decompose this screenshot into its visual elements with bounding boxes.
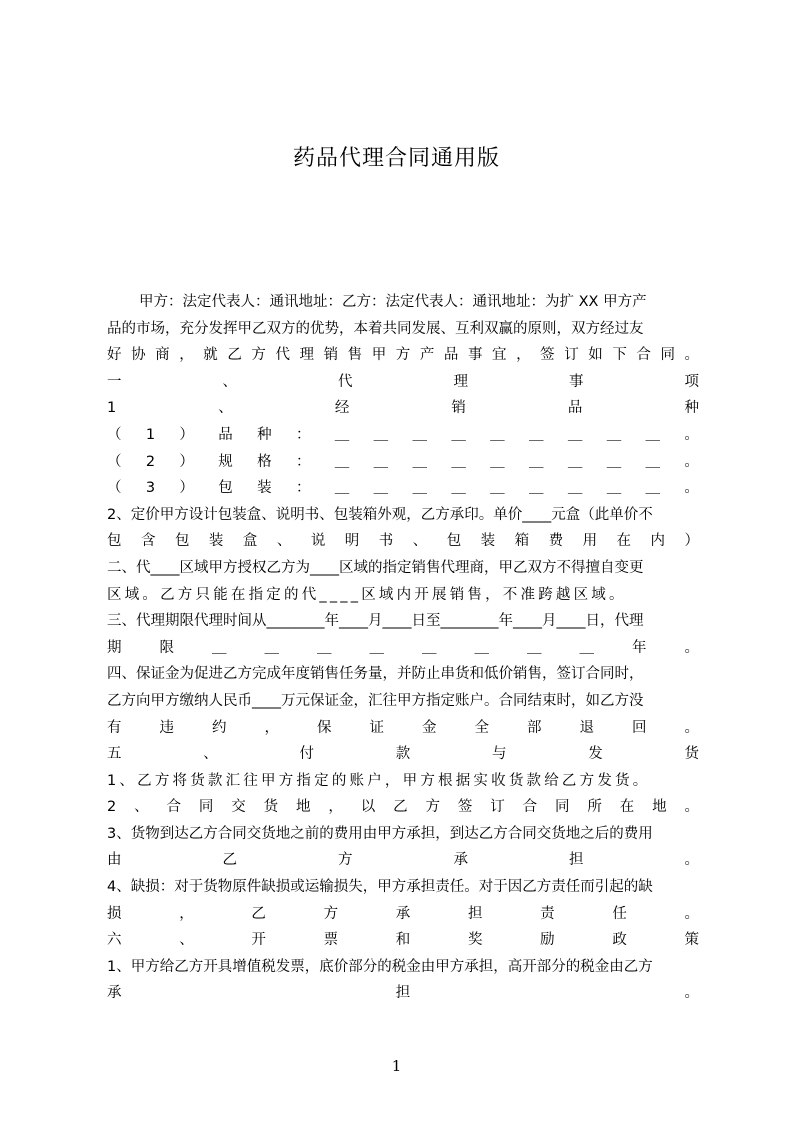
paragraph-line: 1、乙方将货款汇往甲方指定的账户，甲方根据实收货款给乙方发货。 bbox=[107, 772, 651, 789]
paragraph-line: （ 2 ） 规 格 ： ＿ ＿ ＿ ＿ ＿ ＿ ＿ ＿ ＿ 。 bbox=[107, 453, 699, 470]
paragraph-line: 由 乙 方 承 担 。 bbox=[107, 852, 699, 869]
paragraph-line: （ 1 ） 品 种 ： ＿ ＿ ＿ ＿ ＿ ＿ ＿ ＿ ＿ 。 bbox=[107, 426, 699, 443]
paragraph-line: 有 违 约 ， 保 证 金 全 部 退 回 。 bbox=[107, 719, 699, 736]
paragraph-line: 二、代____区域甲方授权乙方为____区域的指定销售代理商，甲乙双方不得擅自变更 bbox=[107, 559, 644, 576]
paragraph-line: 3、货物到达乙方合同交货地之前的费用由甲方承担，到达乙方合同交货地之后的费用 bbox=[107, 825, 653, 842]
document-title: 药品代理合同通用版 bbox=[292, 146, 500, 171]
paragraph-line: 承 担 。 bbox=[107, 985, 699, 1002]
paragraph-line: （ 3 ） 包 装 ： ＿ ＿ ＿ ＿ ＿ ＿ ＿ ＿ ＿ 。 bbox=[107, 480, 699, 497]
paragraph-line: 六 、 开 票 和 奖 励 政 策 bbox=[107, 932, 699, 949]
paragraph-line: 四、保证金为促进乙方完成年度销售任务量，并防止串货和低价销售，签订合同时， bbox=[107, 666, 644, 683]
paragraph-line: 乙方向甲方缴纳人民币____万元保证金，汇往甲方指定账户。合同结束时，如乙方没 bbox=[107, 692, 644, 709]
paragraph-line: 三、代理期限代理时间从________年____月____日至________年____月____日，代理 bbox=[107, 613, 644, 630]
paragraph-line: 五 、 付 款 与 发 货 bbox=[107, 746, 699, 763]
page-number: 1 bbox=[391, 1057, 402, 1075]
paragraph-line: 期 限 ＿ ＿ ＿ ＿ ＿ ＿ ＿ ＿ 年 。 bbox=[107, 639, 699, 656]
paragraph-line: 4、缺损：对于货物原件缺损或运输损失，甲方承担责任。对于因乙方责任而引起的缺 bbox=[107, 879, 653, 896]
paragraph-line: 甲方：法定代表人：通讯地址：乙方：法定代表人：通讯地址：为扩 XX 甲方产 bbox=[139, 294, 647, 310]
paragraph-line: 好 协 商 ， 就 乙 方 代 理 销 售 甲 方 产 品 事 宜 ， 签 订 如 下 合 同 。 bbox=[107, 347, 699, 364]
document-body bbox=[107, 289, 699, 1007]
paragraph-line: 1 、 经 销 品 种 bbox=[107, 400, 699, 417]
paragraph-line: 2 、 合 同 交 货 地 ， 以 乙 方 签 订 合 同 所 在 地 。 bbox=[107, 799, 699, 816]
paragraph-line: 包 含 包 装 盒 、 说 明 书 、 包 装 箱 费 用 在 内 ） bbox=[107, 533, 699, 550]
paragraph-line: 2、定价甲方设计包装盒、说明书、包装箱外观，乙方承印。单价____元盒（此单价不 bbox=[107, 506, 653, 523]
paragraph-line: 品的市场，充分发挥甲乙双方的优势，本着共同发展、互利双赢的原则，双方经过友 bbox=[107, 320, 644, 337]
paragraph-line: 1、甲方给乙方开具增值税发票，底价部分的税金由甲方承担，高开部分的税金由乙方 bbox=[107, 958, 653, 975]
paragraph-line: 一 、 代 理 事 项 bbox=[107, 373, 699, 390]
paragraph-line: 损 ， 乙 方 承 担 责 任 。 bbox=[107, 905, 699, 922]
paragraph-line: 区域。乙方只能在指定的代____区域内开展销售，不准跨越区域。 bbox=[107, 586, 627, 603]
